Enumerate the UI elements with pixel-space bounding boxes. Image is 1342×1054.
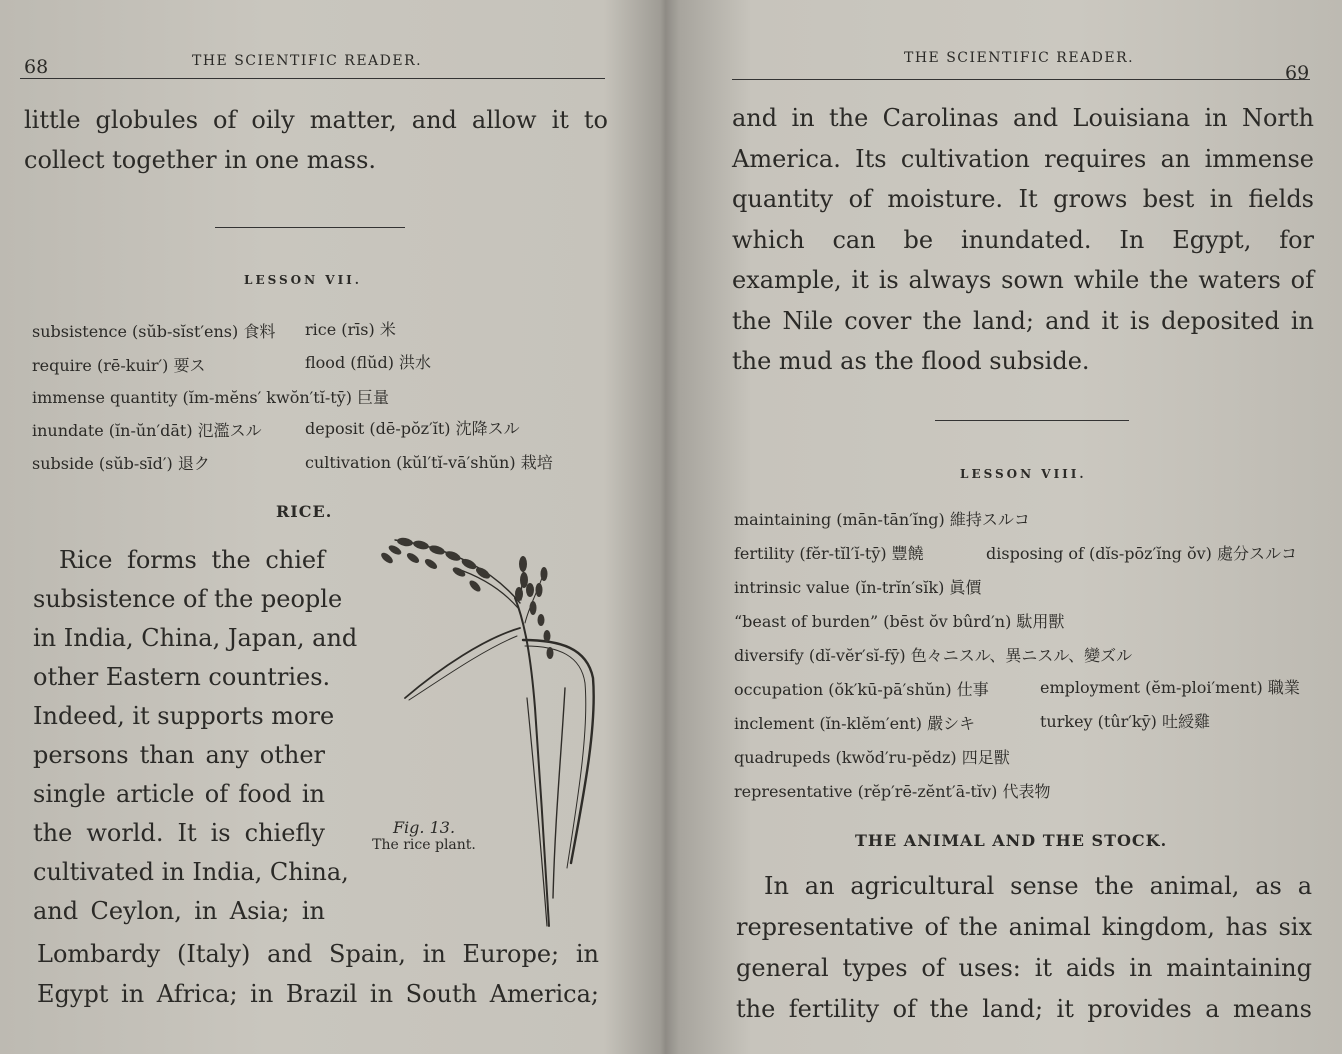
section-divider bbox=[215, 227, 405, 228]
vocab-left: “beast of burden” (bēst ŏv bûrd′n) 駄用獸 bbox=[734, 612, 1065, 631]
vocab-left: representative (rĕp′rē-zĕnt′ā-tĭv) 代表物 bbox=[734, 782, 1051, 801]
text-line: the world. It is chiefly bbox=[33, 819, 325, 847]
text-line: Rice forms the chief bbox=[59, 546, 325, 574]
running-head: THE SCIENTIFIC READER. bbox=[904, 50, 1135, 66]
text-line: little globules of oily matter, and allow it to bbox=[24, 106, 608, 134]
text-line: and Ceylon, in Asia; in bbox=[33, 897, 325, 925]
text-line: persons than any other bbox=[33, 741, 325, 769]
vocab-left: fertility (fĕr-tĭl′ĭ-tȳ) 豐饒 bbox=[734, 544, 924, 563]
text-line: in India, China, Japan, and bbox=[33, 624, 358, 652]
vocab-right: rice (rīs) 米 bbox=[305, 320, 396, 339]
text-line: the Nile cover the land; and it is deposited in bbox=[732, 306, 1314, 335]
vocab-left: quadrupeds (kwŏd′ru-pĕdz) 四足獸 bbox=[734, 748, 1010, 767]
text-line: Indeed, it supports more bbox=[33, 702, 335, 730]
text-line: which can be inundated. In Egypt, for bbox=[732, 225, 1314, 254]
vocab-left: subside (sŭb-sīd′) 退ク bbox=[32, 454, 210, 473]
vocab-left: require (rē-kuir′) 要ス bbox=[32, 356, 206, 375]
vocab-left: inundate (ĭn-ŭn′dāt) 氾濫スル bbox=[32, 421, 262, 440]
text-line: general types of uses: it aids in maintaining bbox=[736, 954, 1312, 982]
text-line: cultivated in India, China, bbox=[33, 858, 349, 886]
animal-paragraph bbox=[736, 866, 1312, 1030]
rice-plant-illustration bbox=[335, 528, 615, 928]
header-rule bbox=[732, 79, 1310, 80]
vocab-right: disposing of (dĭs-pōz′ĭng ŏv) 處分スルコ bbox=[986, 544, 1297, 563]
text-line: other Eastern countries. bbox=[33, 663, 331, 691]
vocab-right: deposit (dē-pŏz′ĭt) 沈降スル bbox=[305, 419, 520, 438]
paragraph-continuation bbox=[24, 100, 608, 180]
vocab-right: employment (ĕm-ploi′ment) 職業 bbox=[1040, 678, 1300, 697]
text-line: the fertility of the land; it provides a means bbox=[736, 995, 1312, 1023]
vocab-right: cultivation (kŭl′tĭ-vā′shŭn) 栽培 bbox=[305, 453, 553, 472]
vocab-left: intrinsic value (ĭn-trĭn′sĭk) 眞價 bbox=[734, 578, 982, 597]
vocab-left: occupation (ŏk′kū-pā′shŭn) 仕事 bbox=[734, 680, 989, 699]
paragraph-continuation bbox=[732, 98, 1314, 382]
page-number: 69 bbox=[1285, 62, 1310, 84]
vocab-right: flood (flŭd) 洪水 bbox=[305, 353, 432, 372]
header-rule bbox=[20, 78, 605, 79]
text-line: the mud as the flood subside. bbox=[732, 347, 1090, 375]
figure-label: Fig. 13. bbox=[392, 818, 456, 837]
page-number: 68 bbox=[24, 56, 49, 78]
text-line: single article of food in bbox=[33, 780, 325, 808]
rice-paragraph-wide bbox=[37, 934, 599, 1014]
text-line: Egypt in Africa; in Brazil in South America; bbox=[37, 980, 599, 1008]
figure-caption-text: The rice plant. bbox=[372, 837, 476, 853]
text-line: collect together in one mass. bbox=[24, 146, 377, 174]
text-line: Lombardy (Italy) and Spain, in Europe; in bbox=[37, 940, 599, 968]
text-line: subsistence of the people bbox=[33, 585, 343, 613]
figure-caption bbox=[360, 818, 488, 853]
text-line: and in the Carolinas and Louisiana in North bbox=[732, 104, 1314, 132]
vocab-left: maintaining (mān-tān′ĭng) 維持スルコ bbox=[734, 510, 1030, 529]
text-line: In an agricultural sense the animal, as a bbox=[764, 872, 1312, 900]
vocab-left: inclement (ĭn-klĕm′ent) 嚴シキ bbox=[734, 714, 976, 733]
vocab-left: diversify (dĭ-vĕr′sĭ-fȳ) 色々ニスル、異ニスル、變ズル bbox=[734, 646, 1133, 665]
lesson-heading: LESSON VII. bbox=[244, 273, 362, 287]
vocab-right: turkey (tûr′kȳ) 吐綬雞 bbox=[1040, 712, 1210, 731]
running-head: THE SCIENTIFIC READER. bbox=[192, 53, 423, 69]
section-title: THE ANIMAL AND THE STOCK. bbox=[855, 831, 1168, 850]
text-line: America. Its cultivation requires an immense bbox=[732, 144, 1314, 173]
left-page bbox=[0, 0, 660, 1054]
lesson-heading: LESSON VIII. bbox=[960, 467, 1087, 481]
right-page bbox=[668, 0, 1342, 1054]
text-line: quantity of moisture. It grows best in fields bbox=[732, 185, 1314, 213]
vocab-left: immense quantity (ĭm-mĕns′ kwŏn′tĭ-tȳ) 巨量 bbox=[32, 388, 390, 407]
vocab-left: subsistence (sŭb-sĭst′ens) 食料 bbox=[32, 322, 276, 341]
section-divider bbox=[935, 420, 1129, 421]
text-line: example, it is always sown while the waters of bbox=[732, 266, 1314, 294]
section-title: RICE. bbox=[276, 502, 333, 521]
text-line: representative of the animal kingdom, has six bbox=[736, 913, 1312, 941]
rice-paragraph-narrow bbox=[33, 541, 358, 931]
